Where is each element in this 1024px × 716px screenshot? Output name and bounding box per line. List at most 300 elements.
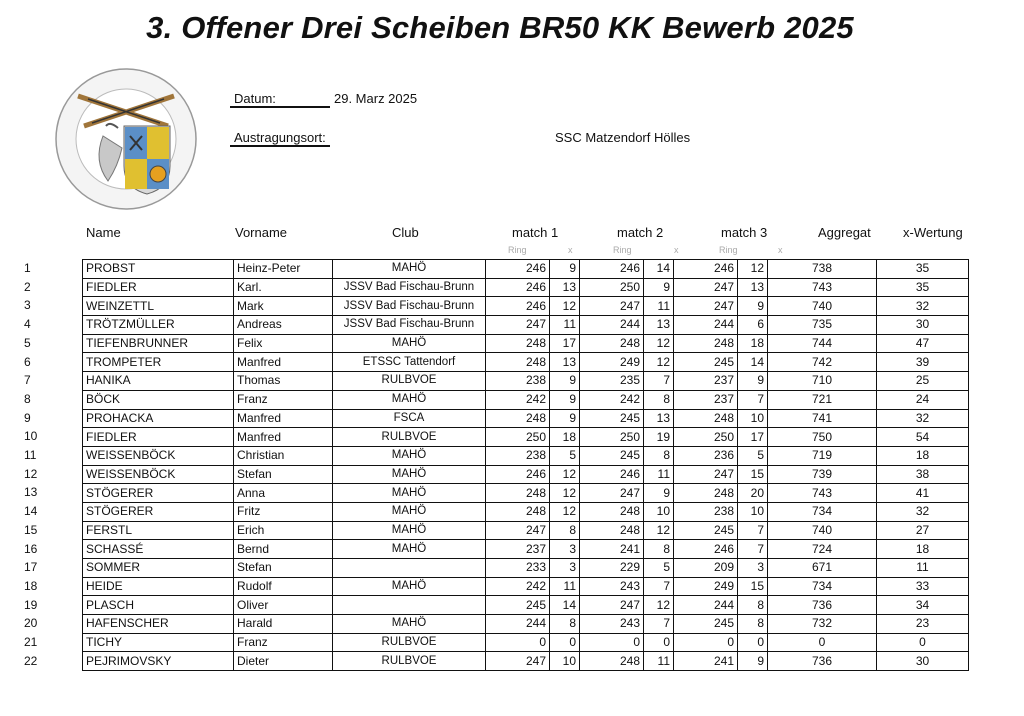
match1-x: 17 (550, 334, 580, 353)
sub-ring-3: Ring (719, 245, 738, 255)
match2-ring: 247 (580, 297, 644, 316)
match2-ring: 246 (580, 465, 644, 484)
participant-name: TIEFENBRUNNER (83, 334, 234, 353)
sub-x-3: x (778, 245, 783, 255)
match3-ring: 249 (674, 577, 738, 596)
club-crest-icon (48, 66, 204, 212)
participant-firstname: Stefan (234, 559, 333, 578)
table-row (83, 260, 969, 279)
table-row (83, 615, 969, 634)
match2-x: 7 (644, 615, 674, 634)
aggregat-value: 734 (768, 577, 877, 596)
xwertung-value: 24 (877, 390, 969, 409)
match1-ring: 247 (486, 521, 550, 540)
aggregat-value: 742 (768, 353, 877, 372)
match3-ring: 247 (674, 297, 738, 316)
row-number: 2 (24, 279, 31, 294)
match1-x: 0 (550, 633, 580, 652)
aggregat-value: 743 (768, 484, 877, 503)
match2-ring: 248 (580, 502, 644, 521)
participant-firstname: Franz (234, 633, 333, 652)
match3-x: 10 (738, 502, 768, 521)
match3-ring: 237 (674, 372, 738, 391)
match2-ring: 0 (580, 633, 644, 652)
match2-x: 9 (644, 484, 674, 503)
match3-ring: 247 (674, 278, 738, 297)
match2-ring: 247 (580, 484, 644, 503)
col-name-header: Name (86, 225, 121, 240)
participant-club (333, 559, 486, 578)
date-label: Datum: (234, 91, 276, 106)
row-number: 12 (24, 466, 38, 481)
match2-ring: 235 (580, 372, 644, 391)
row-number: 4 (24, 317, 31, 332)
participant-name: FIEDLER (83, 278, 234, 297)
table-row (83, 484, 969, 503)
aggregat-value: 738 (768, 260, 877, 279)
participant-name: STÖGERER (83, 502, 234, 521)
participant-firstname: Oliver (234, 596, 333, 615)
xwertung-value: 33 (877, 577, 969, 596)
row-number: 11 (24, 448, 37, 462)
row-number: 20 (24, 616, 38, 631)
match3-x: 17 (738, 428, 768, 447)
xwertung-value: 27 (877, 521, 969, 540)
participant-firstname: Andreas (234, 316, 333, 335)
xwertung-value: 23 (877, 615, 969, 634)
participant-name: HANIKA (83, 372, 234, 391)
participant-club: MAHÖ (333, 446, 486, 465)
participant-firstname: Manfred (234, 353, 333, 372)
match2-x: 7 (644, 577, 674, 596)
match1-ring: 247 (486, 652, 550, 671)
participant-firstname: Felix (234, 334, 333, 353)
table-row (83, 633, 969, 652)
match2-ring: 250 (580, 278, 644, 297)
xwertung-value: 18 (877, 446, 969, 465)
row-number: 19 (24, 597, 38, 612)
date-underline (230, 106, 330, 108)
match1-x: 10 (550, 652, 580, 671)
match2-x: 10 (644, 502, 674, 521)
table-row (83, 652, 969, 671)
col-match2-header: match 2 (617, 225, 664, 240)
match3-ring: 244 (674, 596, 738, 615)
xwertung-value: 47 (877, 334, 969, 353)
match3-ring: 248 (674, 484, 738, 503)
match2-x: 8 (644, 446, 674, 465)
xwertung-value: 54 (877, 428, 969, 447)
match2-x: 19 (644, 428, 674, 447)
xwertung-value: 35 (877, 278, 969, 297)
participant-club: JSSV Bad Fischau-Brunn (333, 297, 486, 316)
match3-ring: 246 (674, 260, 738, 279)
match2-x: 14 (644, 260, 674, 279)
xwertung-value: 30 (877, 316, 969, 335)
match1-x: 18 (550, 428, 580, 447)
row-number: 6 (24, 354, 31, 369)
match2-ring: 246 (580, 260, 644, 279)
participant-name: PEJRIMOVSKY (83, 652, 234, 671)
match2-x: 9 (644, 278, 674, 297)
participant-firstname: Thomas (234, 372, 333, 391)
participant-name: TICHY (83, 633, 234, 652)
match3-ring: 245 (674, 353, 738, 372)
row-number: 16 (24, 541, 38, 556)
match2-x: 5 (644, 559, 674, 578)
sub-x-1: x (568, 245, 573, 255)
match2-ring: 229 (580, 559, 644, 578)
match2-x: 11 (644, 652, 674, 671)
xwertung-value: 11 (877, 559, 969, 578)
match1-x: 12 (550, 465, 580, 484)
participant-firstname: Manfred (234, 428, 333, 447)
match2-ring: 243 (580, 615, 644, 634)
match2-ring: 249 (580, 353, 644, 372)
row-number: 13 (24, 485, 38, 500)
match2-ring: 241 (580, 540, 644, 559)
col-aggregat-header: Aggregat (818, 225, 871, 240)
match1-ring: 242 (486, 577, 550, 596)
match3-x: 18 (738, 334, 768, 353)
xwertung-value: 38 (877, 465, 969, 484)
aggregat-value: 721 (768, 390, 877, 409)
sub-ring-2: Ring (613, 245, 632, 255)
participant-firstname: Erich (234, 521, 333, 540)
participant-name: FIEDLER (83, 428, 234, 447)
match3-x: 9 (738, 372, 768, 391)
table-row (83, 297, 969, 316)
match3-ring: 250 (674, 428, 738, 447)
col-club-header: Club (392, 225, 419, 240)
match2-x: 11 (644, 297, 674, 316)
participant-firstname: Dieter (234, 652, 333, 671)
match1-x: 12 (550, 502, 580, 521)
participant-name: PLASCH (83, 596, 234, 615)
match1-ring: 248 (486, 502, 550, 521)
match1-ring: 246 (486, 260, 550, 279)
match2-ring: 248 (580, 334, 644, 353)
participant-club: JSSV Bad Fischau-Brunn (333, 316, 486, 335)
date-value: 29. Marz 2025 (334, 91, 418, 106)
match2-x: 12 (644, 334, 674, 353)
table-row (83, 540, 969, 559)
participant-firstname: Karl. (234, 278, 333, 297)
match2-x: 8 (644, 540, 674, 559)
aggregat-value: 710 (768, 372, 877, 391)
participant-firstname: Franz (234, 390, 333, 409)
match3-x: 8 (738, 596, 768, 615)
match2-x: 12 (644, 353, 674, 372)
aggregat-value: 0 (768, 633, 877, 652)
row-number: 1 (24, 261, 31, 275)
participant-firstname: Rudolf (234, 577, 333, 596)
match3-x: 10 (738, 409, 768, 428)
participant-name: BÖCK (83, 390, 234, 409)
participant-firstname: Bernd (234, 540, 333, 559)
row-number: 22 (24, 653, 38, 668)
participant-name: TROMPETER (83, 353, 234, 372)
participant-club: FSCA (333, 409, 486, 428)
match1-x: 9 (550, 409, 580, 428)
aggregat-value: 734 (768, 502, 877, 521)
match1-ring: 248 (486, 409, 550, 428)
place-underline (230, 145, 330, 147)
match3-ring: 248 (674, 334, 738, 353)
match3-ring: 245 (674, 615, 738, 634)
match2-ring: 243 (580, 577, 644, 596)
match3-ring: 0 (674, 633, 738, 652)
match1-ring: 245 (486, 596, 550, 615)
col-vorname-header: Vorname (235, 225, 288, 240)
match1-x: 11 (550, 316, 580, 335)
match3-x: 3 (738, 559, 768, 578)
participant-name: STÖGERER (83, 484, 234, 503)
match1-ring: 238 (486, 372, 550, 391)
participant-club: RULBVOE (333, 428, 486, 447)
participant-firstname: Fritz (234, 502, 333, 521)
row-number: 10 (24, 429, 38, 444)
match1-ring: 233 (486, 559, 550, 578)
match2-x: 12 (644, 596, 674, 615)
match3-x: 8 (738, 615, 768, 634)
row-number: 21 (24, 635, 38, 649)
match1-x: 13 (550, 353, 580, 372)
match3-x: 14 (738, 353, 768, 372)
row-number: 9 (24, 410, 31, 425)
match2-x: 0 (644, 633, 674, 652)
match1-ring: 246 (486, 465, 550, 484)
xwertung-value: 32 (877, 297, 969, 316)
match3-ring: 248 (674, 409, 738, 428)
table-row (83, 577, 969, 596)
participant-firstname: Anna (234, 484, 333, 503)
participant-name: PROBST (83, 260, 234, 279)
match3-x: 9 (738, 652, 768, 671)
match1-x: 9 (550, 390, 580, 409)
aggregat-value: 732 (768, 615, 877, 634)
place-label: Austragungsort: (234, 130, 326, 145)
sub-ring-1: Ring (508, 245, 527, 255)
table-row (83, 334, 969, 353)
match1-x: 12 (550, 484, 580, 503)
participant-club: MAHÖ (333, 540, 486, 559)
participant-firstname: Stefan (234, 465, 333, 484)
table-row (83, 278, 969, 297)
place-value: SSC Matzendorf Hölles (555, 130, 691, 145)
participant-club: MAHÖ (333, 334, 486, 353)
table-row (83, 353, 969, 372)
row-number: 18 (24, 578, 38, 593)
match3-x: 15 (738, 577, 768, 596)
match3-x: 15 (738, 465, 768, 484)
xwertung-value: 0 (877, 633, 969, 652)
match1-x: 8 (550, 615, 580, 634)
aggregat-value: 739 (768, 465, 877, 484)
sub-x-2: x (674, 245, 679, 255)
aggregat-value: 724 (768, 540, 877, 559)
participant-club: MAHÖ (333, 260, 486, 279)
match3-x: 13 (738, 278, 768, 297)
aggregat-value: 744 (768, 334, 877, 353)
aggregat-value: 743 (768, 278, 877, 297)
participant-club: MAHÖ (333, 577, 486, 596)
match1-ring: 0 (486, 633, 550, 652)
match1-x: 3 (550, 540, 580, 559)
table-row (83, 465, 969, 484)
match1-x: 9 (550, 260, 580, 279)
match3-x: 5 (738, 446, 768, 465)
participant-name: TRÖTZMÜLLER (83, 316, 234, 335)
match3-ring: 245 (674, 521, 738, 540)
match3-x: 9 (738, 297, 768, 316)
match3-x: 7 (738, 390, 768, 409)
col-match3-header: match 3 (721, 225, 768, 240)
row-number: 5 (24, 335, 31, 350)
xwertung-value: 41 (877, 484, 969, 503)
xwertung-value: 18 (877, 540, 969, 559)
table-row (83, 446, 969, 465)
aggregat-value: 740 (768, 521, 877, 540)
table-row (83, 596, 969, 615)
participant-name: HAFENSCHER (83, 615, 234, 634)
match2-ring: 242 (580, 390, 644, 409)
table-row (83, 559, 969, 578)
match1-ring: 246 (486, 297, 550, 316)
xwertung-value: 39 (877, 353, 969, 372)
xwertung-value: 32 (877, 409, 969, 428)
participant-firstname: Heinz-Peter (234, 260, 333, 279)
match2-x: 11 (644, 465, 674, 484)
match2-ring: 248 (580, 652, 644, 671)
participant-name: SCHASSÉ (83, 540, 234, 559)
match1-x: 8 (550, 521, 580, 540)
match3-ring: 209 (674, 559, 738, 578)
match2-x: 8 (644, 390, 674, 409)
row-number: 7 (24, 373, 31, 388)
aggregat-value: 736 (768, 652, 877, 671)
match3-x: 6 (738, 316, 768, 335)
table-row (83, 372, 969, 391)
participant-name: PROHACKA (83, 409, 234, 428)
table-row (83, 521, 969, 540)
participant-firstname: Manfred (234, 409, 333, 428)
match2-ring: 247 (580, 596, 644, 615)
table-row (83, 390, 969, 409)
results-table (82, 259, 969, 671)
match1-ring: 247 (486, 316, 550, 335)
match3-ring: 247 (674, 465, 738, 484)
participant-name: WEINZETTL (83, 297, 234, 316)
aggregat-value: 740 (768, 297, 877, 316)
match1-ring: 244 (486, 615, 550, 634)
match2-ring: 245 (580, 409, 644, 428)
match3-ring: 246 (674, 540, 738, 559)
col-xwertung-header: x-Wertung (903, 225, 963, 240)
table-row (83, 428, 969, 447)
row-number: 8 (24, 391, 31, 406)
row-number: 15 (24, 522, 38, 537)
participant-club: MAHÖ (333, 521, 486, 540)
xwertung-value: 25 (877, 372, 969, 391)
match1-ring: 248 (486, 334, 550, 353)
participant-name: WEISSENBÖCK (83, 465, 234, 484)
participant-firstname: Mark (234, 297, 333, 316)
match1-x: 11 (550, 577, 580, 596)
xwertung-value: 35 (877, 260, 969, 279)
match1-x: 12 (550, 297, 580, 316)
match2-x: 7 (644, 372, 674, 391)
aggregat-value: 735 (768, 316, 877, 335)
match3-x: 12 (738, 260, 768, 279)
match1-ring: 246 (486, 278, 550, 297)
match3-x: 20 (738, 484, 768, 503)
aggregat-value: 736 (768, 596, 877, 615)
match3-ring: 241 (674, 652, 738, 671)
participant-club (333, 596, 486, 615)
xwertung-value: 30 (877, 652, 969, 671)
match1-ring: 242 (486, 390, 550, 409)
table-row (83, 409, 969, 428)
participant-club: ETSSC Tattendorf (333, 353, 486, 372)
match2-ring: 250 (580, 428, 644, 447)
match1-ring: 248 (486, 353, 550, 372)
row-number: 3 (24, 298, 31, 313)
match2-x: 13 (644, 409, 674, 428)
participant-name: FERSTL (83, 521, 234, 540)
match1-ring: 238 (486, 446, 550, 465)
participant-name: WEISSENBÖCK (83, 446, 234, 465)
participant-club: MAHÖ (333, 502, 486, 521)
xwertung-value: 34 (877, 596, 969, 615)
match1-ring: 250 (486, 428, 550, 447)
match2-x: 12 (644, 521, 674, 540)
row-number: 14 (24, 504, 38, 519)
row-number: 17 (24, 560, 38, 575)
match2-ring: 248 (580, 521, 644, 540)
match3-ring: 238 (674, 502, 738, 521)
participant-club: RULBVOE (333, 372, 486, 391)
match2-x: 13 (644, 316, 674, 335)
match3-x: 0 (738, 633, 768, 652)
participant-club: RULBVOE (333, 633, 486, 652)
participant-club: MAHÖ (333, 615, 486, 634)
participant-name: SOMMER (83, 559, 234, 578)
match1-ring: 237 (486, 540, 550, 559)
match1-x: 14 (550, 596, 580, 615)
match1-x: 13 (550, 278, 580, 297)
aggregat-value: 671 (768, 559, 877, 578)
match1-x: 9 (550, 372, 580, 391)
page-title: 3. Offener Drei Scheiben BR50 KK Bewerb 2025 (146, 10, 854, 45)
match3-ring: 236 (674, 446, 738, 465)
match3-ring: 237 (674, 390, 738, 409)
aggregat-value: 741 (768, 409, 877, 428)
aggregat-value: 719 (768, 446, 877, 465)
match1-x: 3 (550, 559, 580, 578)
participant-club: MAHÖ (333, 484, 486, 503)
match1-x: 5 (550, 446, 580, 465)
participant-club: MAHÖ (333, 390, 486, 409)
table-row (83, 502, 969, 521)
xwertung-value: 32 (877, 502, 969, 521)
match1-ring: 248 (486, 484, 550, 503)
aggregat-value: 750 (768, 428, 877, 447)
participant-name: HEIDE (83, 577, 234, 596)
participant-firstname: Christian (234, 446, 333, 465)
match3-x: 7 (738, 521, 768, 540)
match2-ring: 244 (580, 316, 644, 335)
